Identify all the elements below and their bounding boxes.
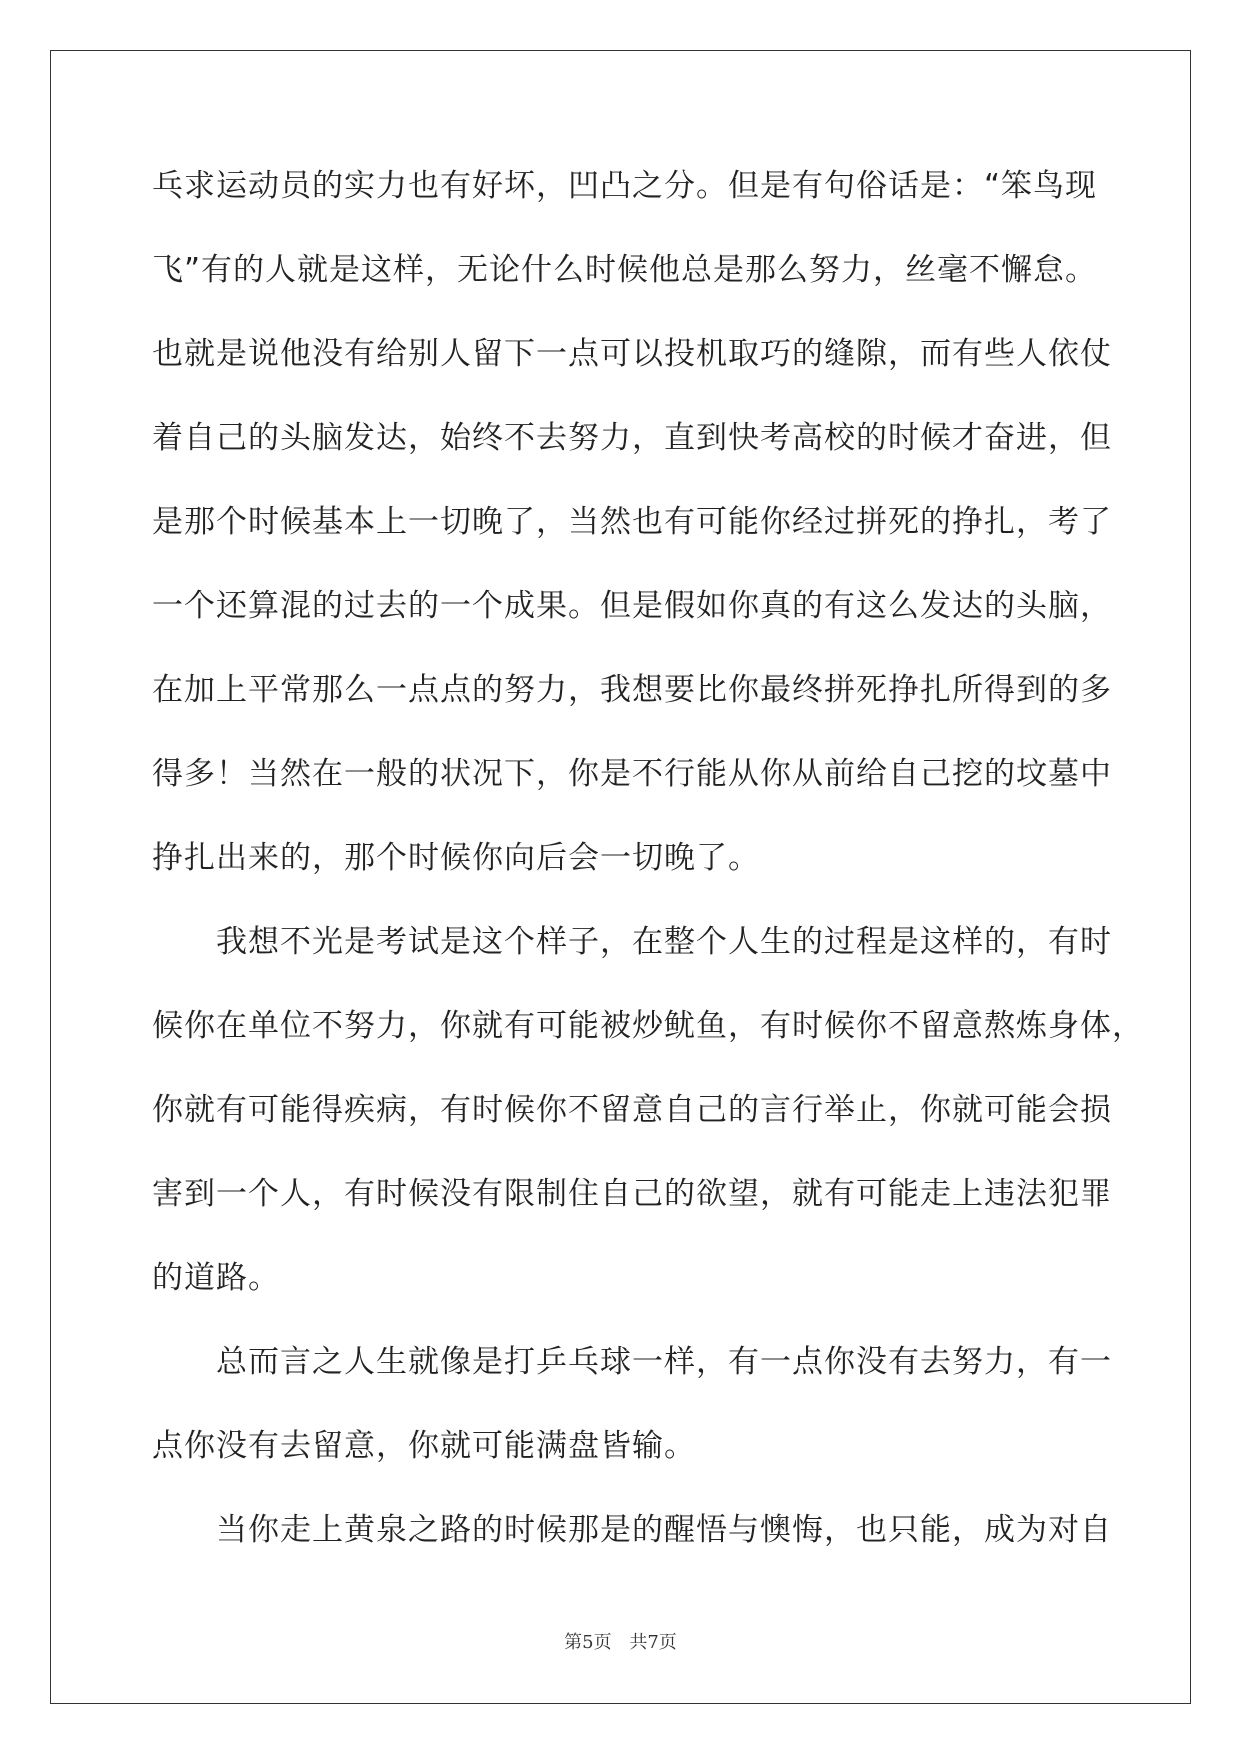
text-line: 我想不光是考试是这个样子，在整个人生的过程是这样的，有时 — [216, 924, 1112, 960]
text-line: 也就是说他没有给别人留下一点可以投机取巧的缝隙，而有些人依仗 — [152, 336, 1112, 372]
body-text — [152, 164, 1144, 1592]
text-line: 你就有可能得疾病，有时候你不留意自己的言行举止，你就可能会损 — [152, 1092, 1112, 1128]
page-number: 第5页 — [564, 1632, 612, 1653]
text-line: 乓求运动员的实力也有好坏，凹凸之分。但是有句俗话是：“笨鸟现 — [152, 168, 1098, 204]
text-line: 是那个时候基本上一切晚了，当然也有可能你经过拼死的挣扎，考了 — [152, 504, 1112, 540]
text-line: 当你走上黄泉之路的时候那是的醒悟与懊悔，也只能，成为对自 — [216, 1512, 1112, 1548]
text-line: 候你在单位不努力，你就有可能被炒鱿鱼，有时候你不留意熬炼身体， — [152, 1008, 1144, 1044]
page-footer — [0, 1628, 1241, 1654]
text-line: 得多！当然在一般的状况下，你是不行能从你从前给自己挖的坟墓中 — [152, 756, 1112, 792]
text-line: 的道路。 — [152, 1260, 280, 1296]
text-line: 挣扎出来的，那个时候你向后会一切晚了。 — [152, 840, 760, 876]
text-line: 点你没有去留意，你就可能满盘皆输。 — [152, 1428, 696, 1464]
text-line: 害到一个人，有时候没有限制住自己的欲望，就有可能走上违法犯罪 — [152, 1176, 1112, 1212]
text-line: 一个还算混的过去的一个成果。但是假如你真的有这么发达的头脑， — [152, 588, 1112, 624]
text-line: 飞”有的人就是这样，无论什么时候他总是那么努力，丝毫不懈怠。 — [152, 252, 1098, 288]
text-line: 总而言之人生就像是打乒乓球一样，有一点你没有去努力，有一 — [216, 1344, 1112, 1380]
text-line: 着自己的头脑发达，始终不去努力，直到快考高校的时候才奋进，但 — [152, 420, 1112, 456]
text-line: 在加上平常那么一点点的努力，我想要比你最终拼死挣扎所得到的多 — [152, 672, 1112, 708]
page-total: 共7页 — [629, 1632, 677, 1653]
